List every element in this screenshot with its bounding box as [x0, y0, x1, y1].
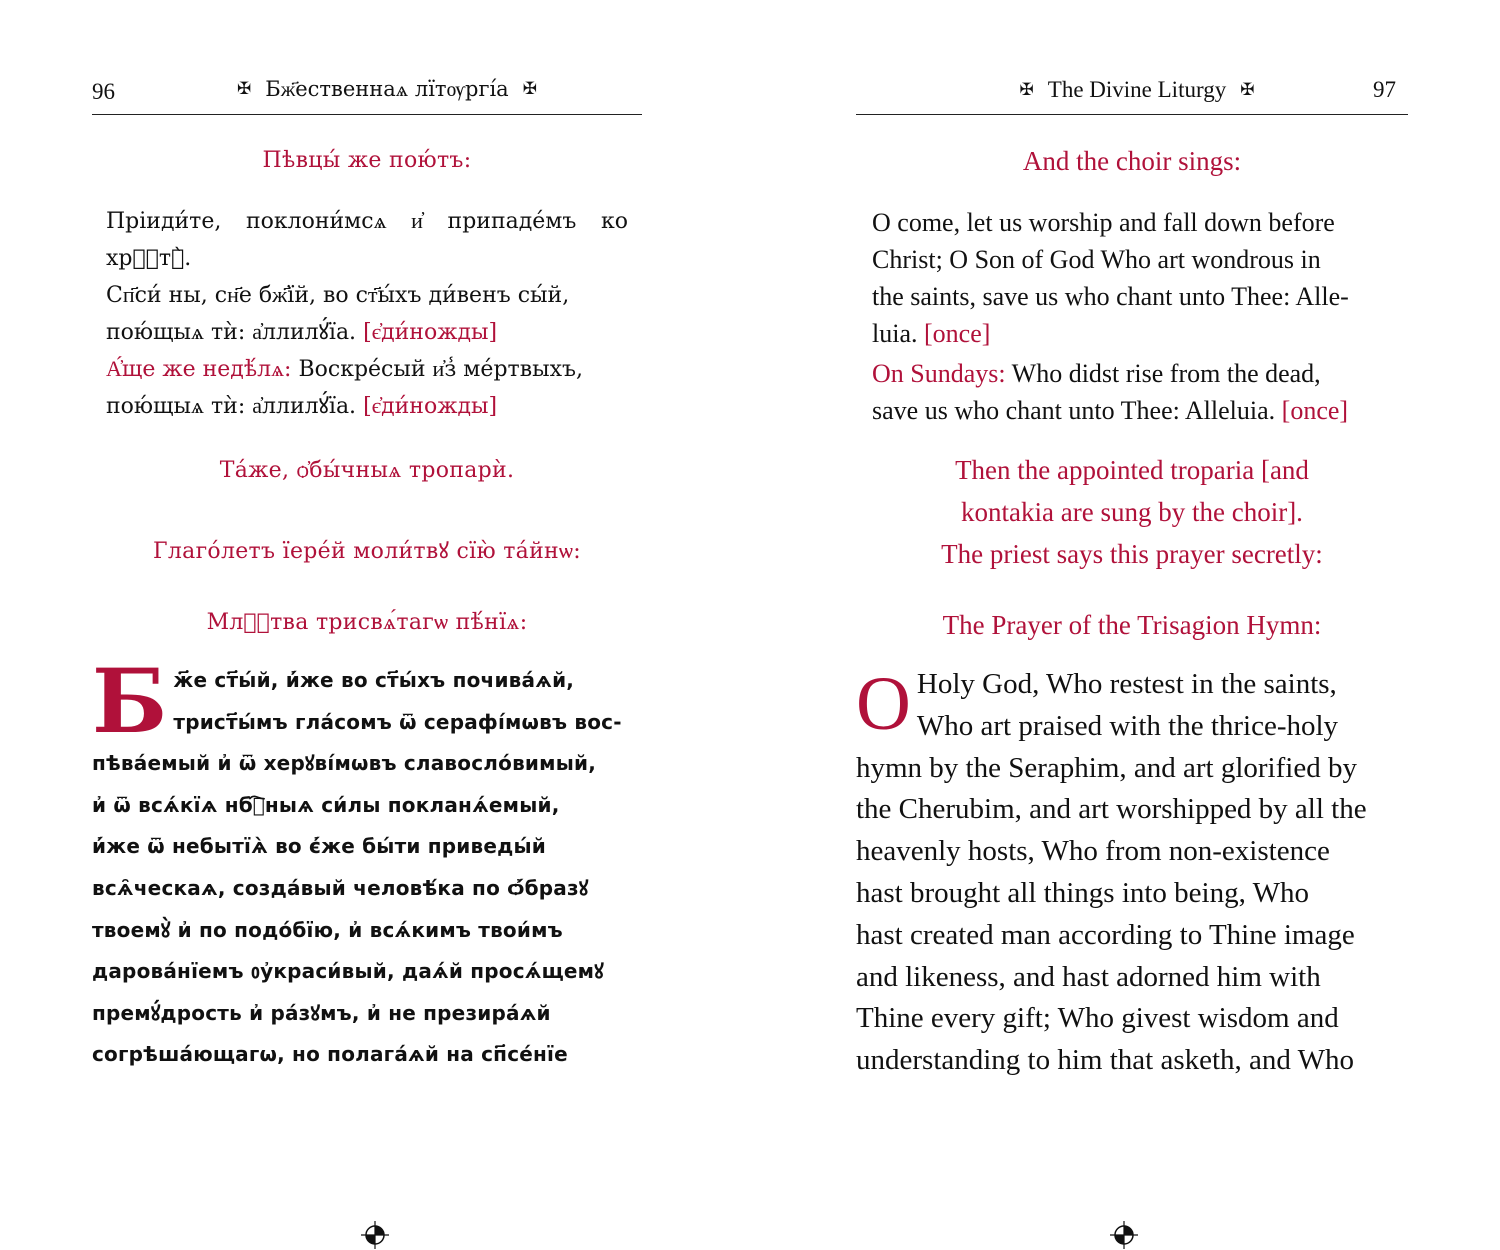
prayer-line: трист҃ы́мъ гла́сомъ ѿ серафі́мѡвъ вос- — [173, 709, 622, 734]
running-head — [976, 77, 1298, 103]
prayer-text — [856, 664, 1408, 1082]
rubric-troparia: Та́же, ѻ҆бы́чныѧ тропарѝ. — [219, 458, 515, 483]
left-page-header — [92, 74, 642, 115]
bracket-note: [є҆ди́ножды] — [363, 394, 498, 419]
hymn-line: the saints, save us who chant unto Thee: Alle- — [872, 282, 1349, 311]
prayer-line: премꙋ́дрость и҆ ра́зꙋмъ, и҆ не презира́ѧй — [92, 1000, 551, 1025]
rubric-troparia — [856, 449, 1408, 575]
prayer-line: Holy God, Who restest in the saints, — [916, 668, 1337, 700]
prayer-line: Thine every gift; Who givest wisdom and — [856, 1002, 1339, 1035]
maltese-cross-icon: ✠ — [522, 79, 537, 99]
sunday-rubric: А҆́ще же недѣ́лѧ: — [106, 357, 292, 382]
rubric-prayer-title: Млⷭ҇тва трисвѧ́тагѡ пѣ́нїѧ: — [206, 610, 528, 635]
prayer-text — [92, 649, 642, 1076]
prayer-line: твоемꙋ̀ и҆ по подо́бїю, и҆ всѧ́кимъ твои́мъ — [92, 917, 563, 942]
hymn-line: Christ; O Son of God Who art wondrous in — [872, 245, 1321, 274]
page-number: 96 — [92, 79, 115, 104]
bracket-note: [once] — [924, 319, 991, 348]
hymn-paragraph — [106, 203, 628, 425]
right-page — [856, 0, 1408, 1244]
sunday-rubric: On Sundays: — [872, 359, 1006, 388]
hymn-line: Сп҃си́ ны, сн҃е бж҃їй, во ст҃ы́хъ ди́венъ сы́й, — [106, 283, 570, 308]
hymn-paragraph — [872, 204, 1392, 429]
right-page-header — [856, 74, 1408, 115]
rubric-choir: Пѣвцы́ же пою́тъ: — [262, 148, 472, 173]
prayer-line: и҆́же ѿ небытїѧ̀ во є҆́же бы́ти приведы́й — [92, 834, 546, 859]
prayer-line: hast brought all things into being, Who — [856, 876, 1309, 909]
hymn-line: O come, let us worship and fall down before — [872, 208, 1335, 237]
running-head-title: Бж҃ественнаѧ лїтѹргі́а — [265, 77, 509, 101]
prayer-line: пѣва́емый и҆ ѿ херꙋві́мѡвъ славосло́вимый, — [92, 751, 596, 776]
sunday-text: save us who chant unto Thee: Alleluia. — [872, 396, 1276, 425]
bracket-note: [є҆ди́ножды] — [363, 320, 498, 345]
prayer-line: and likeness, and hast adorned him with — [856, 960, 1321, 993]
rubric-priest: The priest says this prayer secretly: — [941, 539, 1323, 569]
running-head-title: The Divine Liturgy — [1047, 77, 1227, 102]
sunday-text: пою́щыѧ тѝ: а҆ллилꙋ́їа. — [106, 394, 357, 419]
hymn-line: пою́щыѧ тѝ: а҆ллилꙋ́їа. — [106, 320, 357, 345]
prayer-line: и҆ ѿ всѧ́кїѧ нбⷭ҇ныѧ си́лы покланѧ́емый, — [92, 792, 560, 817]
rubric-priest: Глаго́летъ їере́й моли́твꙋ сїю̀ та́йнѡ: — [153, 539, 581, 564]
sunday-text: Воскре́сый и҆з̾ ме́ртвыхъ, — [298, 357, 583, 382]
rubric-prayer-title: The Prayer of the Trisagion Hymn: — [942, 610, 1322, 640]
prayer-line: ж҃е ст҃ы́й, и҆́же во ст҃ы́хъ почива́ѧй, — [173, 668, 575, 692]
drop-cap: O — [856, 662, 911, 746]
registration-mark-icon — [360, 1220, 390, 1250]
prayer-line: дарова́нїемъ ᲂу҆краси́вый, даѧ́й просѧ́щемꙋ — [92, 959, 604, 984]
prayer-line: hast created man according to Thine image — [856, 918, 1355, 951]
prayer-line: understanding to him that asketh, and Who — [856, 1044, 1355, 1077]
hymn-line: Пріиди́те, поклони́мсѧ и҆ припаде́мъ ко хрⷭ҇тꙋ̀. — [106, 209, 628, 271]
prayer-line: всѧ̑ческаѧ, созда́вый человѣ́ка по ѻ҆́бразꙋ — [92, 875, 589, 900]
page-number: 97 — [1373, 77, 1396, 102]
hymn-line: luia. — [872, 319, 918, 348]
maltese-cross-icon: ✠ — [237, 79, 252, 99]
prayer-line: hymn by the Seraphim, and art glorified by — [856, 751, 1357, 784]
sunday-text: Who didst rise from the dead, — [1011, 359, 1321, 388]
rubric-line: kontakia are sung by the choir]. — [961, 497, 1303, 527]
running-head — [92, 77, 642, 102]
rubric-line: Then the appointed troparia [and — [955, 455, 1309, 485]
registration-mark-icon — [1109, 1220, 1139, 1250]
prayer-line: heavenly hosts, Who from non-existence — [856, 835, 1330, 868]
maltese-cross-icon: ✠ — [1019, 80, 1034, 99]
left-page — [92, 0, 642, 1244]
prayer-line: the Cherubim, and art worshipped by all the — [856, 793, 1367, 826]
drop-cap: Б — [92, 649, 168, 753]
prayer-line: согрѣша́ющагѡ, но полага́ѧй на сп҃се́нїе — [92, 1042, 568, 1067]
bracket-note: [once] — [1281, 396, 1349, 425]
rubric-choir: And the choir sings: — [1022, 146, 1242, 176]
maltese-cross-icon: ✠ — [1240, 80, 1255, 99]
prayer-line: Who art praised with the thrice-holy — [916, 709, 1339, 742]
